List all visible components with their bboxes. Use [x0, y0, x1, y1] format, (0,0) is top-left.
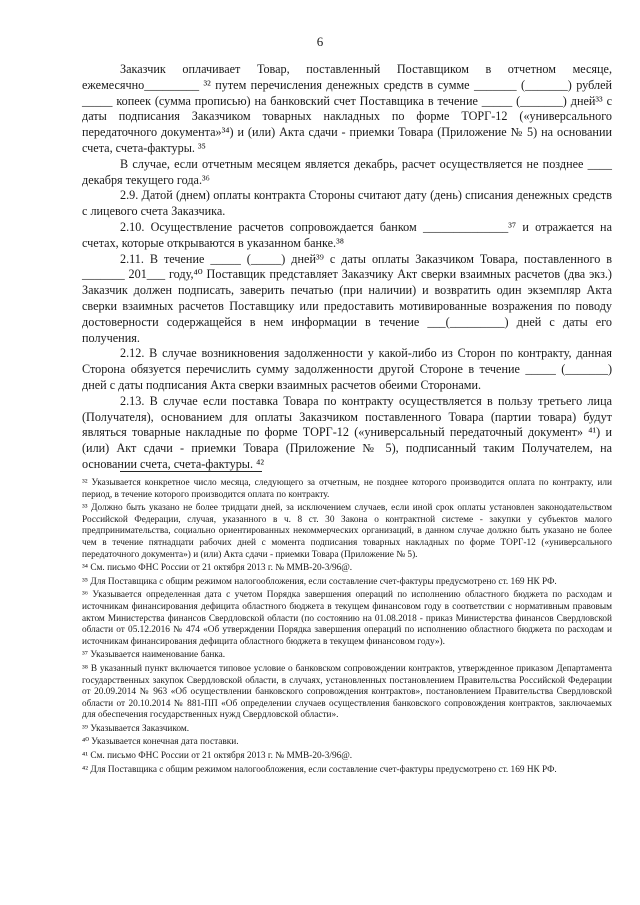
footnote-41: ⁴¹ См. письмо ФНС России от 21 октября 2013 г. № ММВ-20-3/96@. [82, 751, 353, 762]
paragraph-payment: Заказчик оплачивает Товар, поставленный Поставщиком в отчетном месяце, ежемесячно_________ ³² путем перечисления денежных средств в сумме _______ (_______) рублей _____ копеек (сумма прописью) на банковский счет Поставщика в течение _____ (_______) дней³³ с даты подписания Заказчиком товарных накладных по форме ТОРГ-12 («универсального передаточного документа»³⁴) и (или) Акта сдачи - приемки Товара (Приложение № 5) на основании счета, счета-фактуры. ³⁵ [82, 62, 612, 155]
footnote-39: ³⁹ Указывается Заказчиком. [82, 723, 190, 734]
paragraph-2-11: 2.11. В течение _____ (_____) дней³⁹ с даты оплаты Заказчиком Товара, поставленного в _______ 201___ году,⁴⁰ Поставщик представляет Заказчику Акт сверки взаимных расчетов (два экз.) Заказчик должен подписать, заверить печатью (при наличии) и возвратить один экземпляр Акта сверки взаимных расчетов Поставщику или предоставить мотивированные возражения по поводу достоверности содержащейся в нем информации в течение ___(_________) дней с даты его получения. [82, 251, 612, 345]
footnote-34: ³⁴ См. письмо ФНС России от 21 октября 2013 г. № ММВ-20-3/96@. [82, 563, 353, 574]
paragraph-2-9: 2.9. Датой (днем) оплаты контракта Стороны считают дату (день) списания денежных средств с лицевого счета Заказчика. [82, 188, 612, 219]
footnote-separator [120, 471, 262, 472]
footnotes [82, 478, 612, 778]
footnote-42: ⁴² Для Поставщика с общим режимом налогообложения, если составление счет-фактуры предусмотрено ст. 169 НК РФ. [82, 764, 557, 775]
paragraph-2-13: 2.13. В случае если поставка Товара по контракту осуществляется в пользу третьего лица (Получателя), основанием для оплаты Заказчиком поставленного Товара (партии товара) будут являться товарные накладные по форме ТОРГ-12 («универсальный передаточный документ» ⁴¹) и (или) Акт сдачи - приемки Товара (Приложение № 5), подписанный таким Получателем, на основании счета, счета-фактуры. ⁴² [82, 393, 612, 471]
footnote-32: ³² Указывается конкретное число месяца, следующего за отчетным, не позднее которого производится оплата по контракту, или период, в течение которого производится оплата по контракту. [82, 478, 612, 500]
footnote-33: ³³ Должно быть указано не более тридцати дней, за исключением случаев, если иной срок оплаты установлен законодательством Российской Федерации, случая, указанного в ч. 8 ст. 30 Закона о контрактной системе - закупки у субъектов малого предпринимательства, социально ориентированных некоммерческих организаций, в данном случае должно быть указано не более чем в течение пятнадцати рабочих дней с момента подписания товарных накладных по форме ТОРГ-12 («универсального передаточного документа») и (или) Акта сдачи - приемки Товара (Приложение № 5). [82, 503, 612, 560]
page-number: 6 [316, 34, 324, 49]
footnote-36: ³⁶ Указывается определенная дата с учетом Порядка завершения операций по исполнению областного бюджета по расходам и источникам финансирования дефицита областного бюджета в текущем финансовом году в соответствии с нормативным правовым актом Министерства финансов Свердловской области (по состоянию на 01.08.2018 - приказ Министерства финансов Свердловской области от 05.12.2016 № 474 «Об утверждении Порядка завершения операций по исполнению областного бюджета по расходам и источникам финансирования дефицита областного бюджета в текущем финансовом году»). [82, 590, 612, 647]
footnote-40: ⁴⁰ Указывается конечная дата поставки. [82, 737, 239, 748]
paragraph-2-10: 2.10. Осуществление расчетов сопровождается банком ______________³⁷ и отражается на счетах, которые открываются в указанном банке.³⁸ [82, 219, 612, 250]
footnote-35: ³⁵ Для Поставщика с общим режимом налогообложения, если составление счет-фактуры предусмотрено ст. 169 НК РФ. [82, 576, 557, 587]
paragraph-december: В случае, если отчетным месяцем является декабрь, расчет осуществляется не позднее ____ декабря текущего года.³⁶ [82, 156, 612, 187]
paragraph-2-12: 2.12. В случае возникновения задолженности у какой-либо из Сторон по контракту, данная Сторона обязуется перечислить сумму задолженности другой Стороне в течение _____ (_______) дней с даты подписания Акта сверки взаимных расчетов обеими Сторонами. [82, 346, 612, 392]
footnote-38: ³⁸ В указанный пункт включается типовое условие о банковском сопровождении контрактов, утвержденное приказом Департамента государственных закупок Свердловской области, в случаях, установленных постановлением Правительства Российской Федерации от 20.09.2014 № 963 «Об осуществлении банковского сопровождения контрактов», постановлением Правительства Свердловской области от 20.10.2014 № 881-ПП «Об определении случаев осуществления банковского сопровождения контрактов, заключаемых для обеспечения государственных нужд Свердловской области». [82, 663, 612, 721]
contract-body [82, 62, 612, 473]
footnote-37: ³⁷ Указывается наименование банка. [82, 650, 226, 661]
